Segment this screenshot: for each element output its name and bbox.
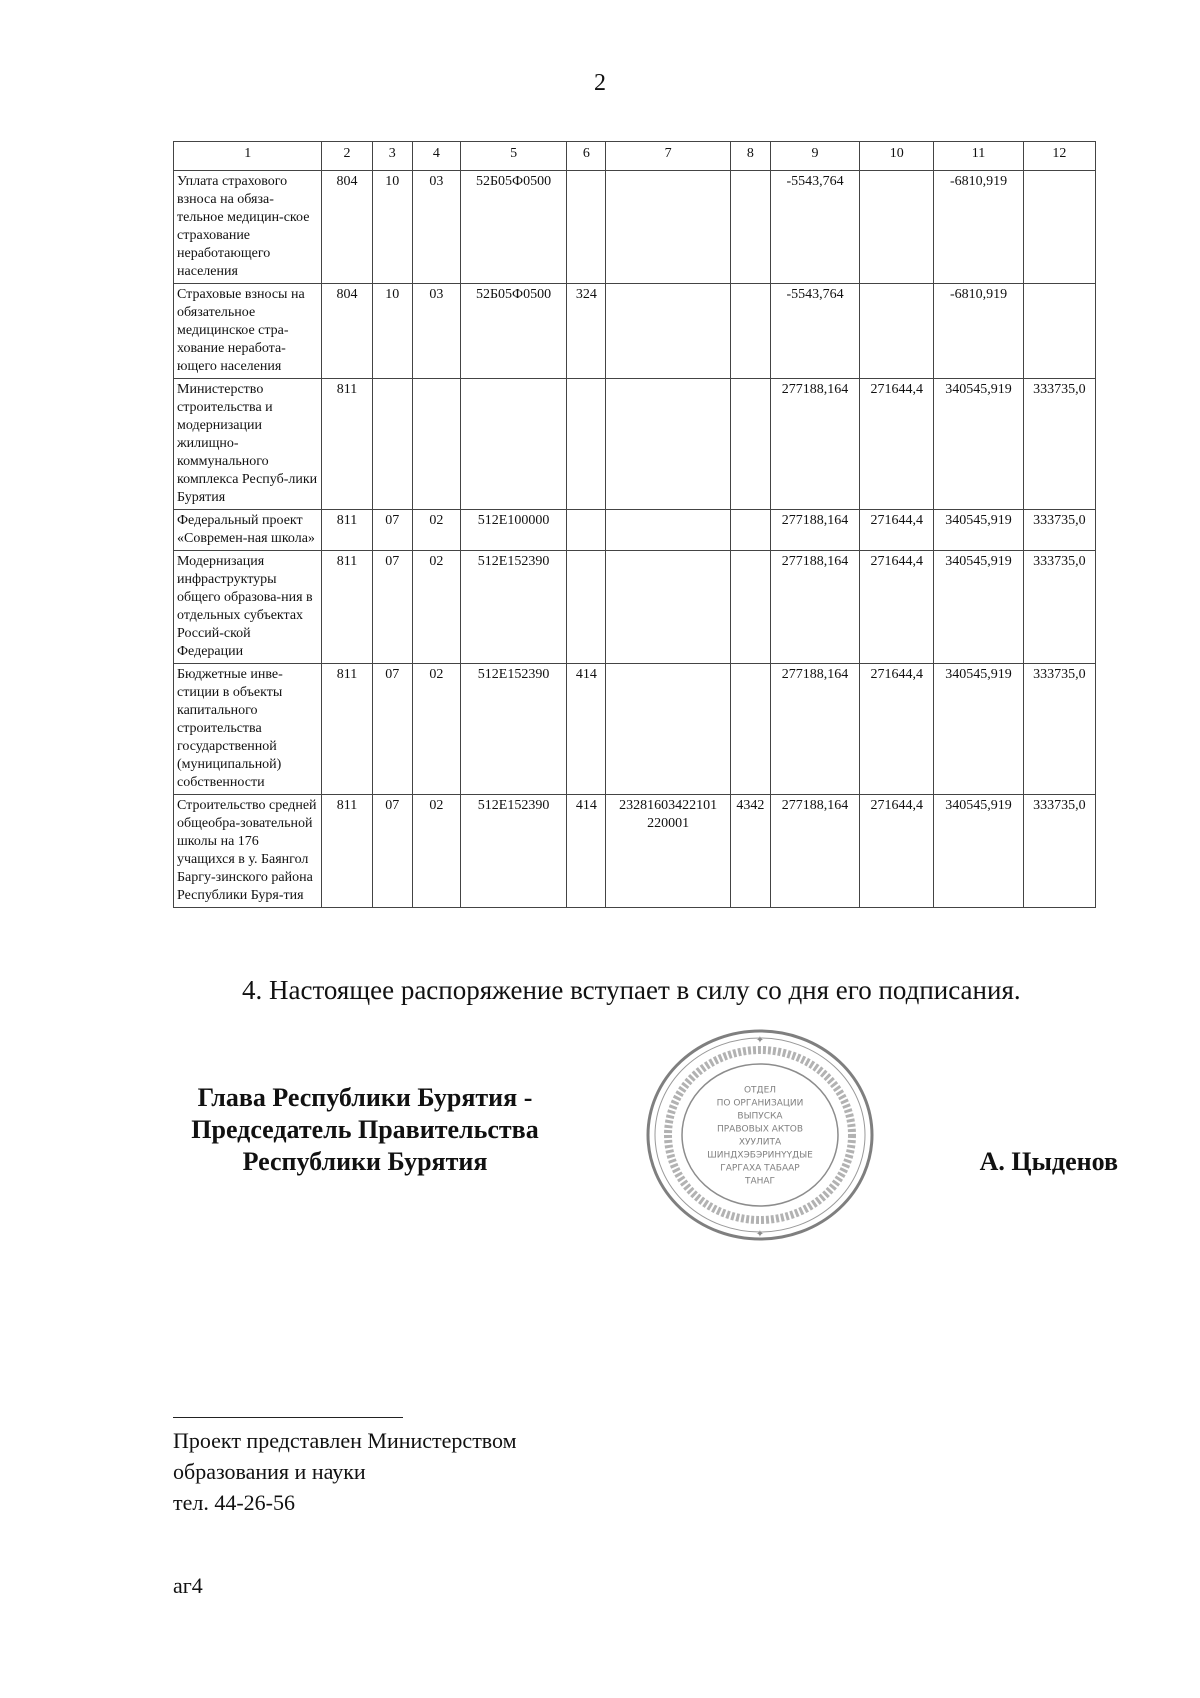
seal-text-line: ШИНДХЭБЭРИНҮҮДЫЕ [707, 1150, 813, 1161]
seal-text-line: ОТДЕЛ [743, 1085, 777, 1096]
table-cell [730, 379, 770, 510]
table-cell: 414 [567, 795, 606, 908]
column-header: 12 [1023, 142, 1095, 171]
table-cell: 811 [322, 551, 372, 664]
table-cell: 340545,919 [934, 795, 1023, 908]
table-cell: 414 [567, 664, 606, 795]
signatory-name: А. Цыденов [979, 1147, 1118, 1176]
table-cell: 804 [322, 171, 372, 284]
table-cell: 811 [322, 379, 372, 510]
page-number: 2 [594, 70, 606, 96]
table-cell [460, 379, 566, 510]
table-cell [730, 284, 770, 379]
seal-text-line: ТАНАГ [744, 1176, 776, 1187]
table-body [174, 171, 1096, 908]
table-cell: 333735,0 [1023, 551, 1095, 664]
table-cell: 03 [412, 284, 460, 379]
table-cell: 271644,4 [860, 664, 934, 795]
row-name-cell: Уплата страхового взноса на обяза-тельное медицин-ское страхование неработающего населения [174, 171, 322, 284]
row-name-cell: Страховые взносы на обязательное медицинское стра-хование неработа-ющего населения [174, 284, 322, 379]
signatory-title [165, 1082, 565, 1178]
table-cell [606, 379, 730, 510]
table-cell: 52Б05Ф0500 [460, 171, 566, 284]
table-cell [606, 551, 730, 664]
table-cell: 07 [372, 795, 412, 908]
column-header: 8 [730, 142, 770, 171]
seal-text-line: ХУУЛИТА [738, 1137, 782, 1148]
table-cell: 07 [372, 664, 412, 795]
table-cell: 52Б05Ф0500 [460, 284, 566, 379]
svg-text:✦: ✦ [755, 1229, 765, 1240]
table-cell: 02 [412, 664, 460, 795]
footnote-divider [173, 1417, 403, 1418]
signatory-title-line: Председатель Правительства [191, 1115, 539, 1144]
table-cell: 512E100000 [460, 510, 566, 551]
table-cell [567, 171, 606, 284]
table-cell: 271644,4 [860, 379, 934, 510]
table-header [174, 142, 1096, 171]
table-header-row [174, 142, 1096, 171]
table-cell [567, 510, 606, 551]
footnote [173, 1425, 517, 1518]
table-cell [1023, 284, 1095, 379]
table-cell: 271644,4 [860, 551, 934, 664]
table-cell: 10 [372, 171, 412, 284]
footnote-line: Проект представлен Министерством [173, 1428, 517, 1453]
footnote-line: образования и науки [173, 1459, 366, 1484]
table-cell: 804 [322, 284, 372, 379]
table-cell [860, 171, 934, 284]
table-cell [730, 551, 770, 664]
table-cell: 03 [412, 171, 460, 284]
effective-date-clause: 4. Настоящее распоряжение вступает в силу со дня его подписания. [242, 975, 1021, 1005]
table-cell: 340545,919 [934, 664, 1023, 795]
table-cell: 02 [412, 795, 460, 908]
official-seal [640, 1025, 880, 1245]
row-name-cell: Федеральный проект «Современ-ная школа» [174, 510, 322, 551]
table-cell: -5543,764 [770, 284, 859, 379]
column-header: 11 [934, 142, 1023, 171]
svg-text:✦: ✦ [755, 1035, 765, 1046]
seal-text-line: ГАРГАХА ТАБААР [720, 1163, 800, 1174]
column-header: 5 [460, 142, 566, 171]
table-cell: 811 [322, 795, 372, 908]
table-cell: 277188,164 [770, 664, 859, 795]
column-header: 9 [770, 142, 859, 171]
column-header: 7 [606, 142, 730, 171]
table-cell [372, 379, 412, 510]
table-cell: 07 [372, 551, 412, 664]
table-cell [730, 664, 770, 795]
footnote-line: тел. 44-26-56 [173, 1490, 296, 1515]
column-header: 1 [174, 142, 322, 171]
table-cell: 02 [412, 551, 460, 664]
column-header: 4 [412, 142, 460, 171]
row-name-cell: Бюджетные инве-стиции в объекты капитального строительства государственной (муниципальной) собственности [174, 664, 322, 795]
table-cell: 333735,0 [1023, 664, 1095, 795]
table-cell: -6810,919 [934, 284, 1023, 379]
table-cell: 340545,919 [934, 379, 1023, 510]
table-cell: 271644,4 [860, 795, 934, 908]
row-name-cell: Министерство строительства и модернизации жилищно-коммунального комплекса Респуб-лики Бурятия [174, 379, 322, 510]
column-header: 6 [567, 142, 606, 171]
budget-table [173, 141, 1096, 908]
table-cell [606, 510, 730, 551]
table-cell: 512E152390 [460, 795, 566, 908]
table-row [174, 664, 1096, 795]
table-row [174, 510, 1096, 551]
table-cell: 811 [322, 510, 372, 551]
table-row [174, 795, 1096, 908]
table-row [174, 551, 1096, 664]
table-cell [412, 379, 460, 510]
table-cell [606, 171, 730, 284]
table-cell: 324 [567, 284, 606, 379]
row-name-cell: Строительство средней общеобра-зовательной школы на 176 учащихся в у. Баянгол Баргу-зинского района Республики Буря-тия [174, 795, 322, 908]
seal-text-line: ПО ОРГАНИЗАЦИИ [716, 1098, 804, 1109]
table-cell: 277188,164 [770, 551, 859, 664]
table-cell: 07 [372, 510, 412, 551]
table-cell [860, 284, 934, 379]
table-cell: 333735,0 [1023, 379, 1095, 510]
table-cell: -6810,919 [934, 171, 1023, 284]
table-cell [730, 510, 770, 551]
table-cell [606, 664, 730, 795]
column-header: 3 [372, 142, 412, 171]
document-code: аг4 [173, 1573, 203, 1598]
table-cell: 271644,4 [860, 510, 934, 551]
table-cell: 512E152390 [460, 664, 566, 795]
table-cell: 10 [372, 284, 412, 379]
table-cell [1023, 171, 1095, 284]
table-cell: 333735,0 [1023, 510, 1095, 551]
table-cell: 277188,164 [770, 379, 859, 510]
seal-text-line: ВЫПУСКА [737, 1111, 783, 1122]
table-cell: 512E152390 [460, 551, 566, 664]
table-cell: 23281603422101 220001 [606, 795, 730, 908]
table-row [174, 284, 1096, 379]
table-row [174, 379, 1096, 510]
table-cell [567, 551, 606, 664]
table-cell [567, 379, 606, 510]
table-cell: 02 [412, 510, 460, 551]
table-cell: 340545,919 [934, 551, 1023, 664]
table-cell: 340545,919 [934, 510, 1023, 551]
column-header: 2 [322, 142, 372, 171]
table-cell: 4342 [730, 795, 770, 908]
row-name-cell: Модернизация инфраструктуры общего образова-ния в отдельных субъектах Россий-ской Федерации [174, 551, 322, 664]
table-cell [730, 171, 770, 284]
table-cell: 277188,164 [770, 795, 859, 908]
table-cell: 333735,0 [1023, 795, 1095, 908]
seal-text-line: ПРАВОВЫХ АКТОВ [716, 1124, 804, 1135]
table-cell: 277188,164 [770, 510, 859, 551]
table-row [174, 171, 1096, 284]
signatory-title-line: Республики Бурятия [242, 1147, 488, 1176]
signatory-title-line: Глава Республики Бурятия - [197, 1083, 533, 1112]
table-cell: -5543,764 [770, 171, 859, 284]
table-cell: 811 [322, 664, 372, 795]
column-header: 10 [860, 142, 934, 171]
table-cell [606, 284, 730, 379]
